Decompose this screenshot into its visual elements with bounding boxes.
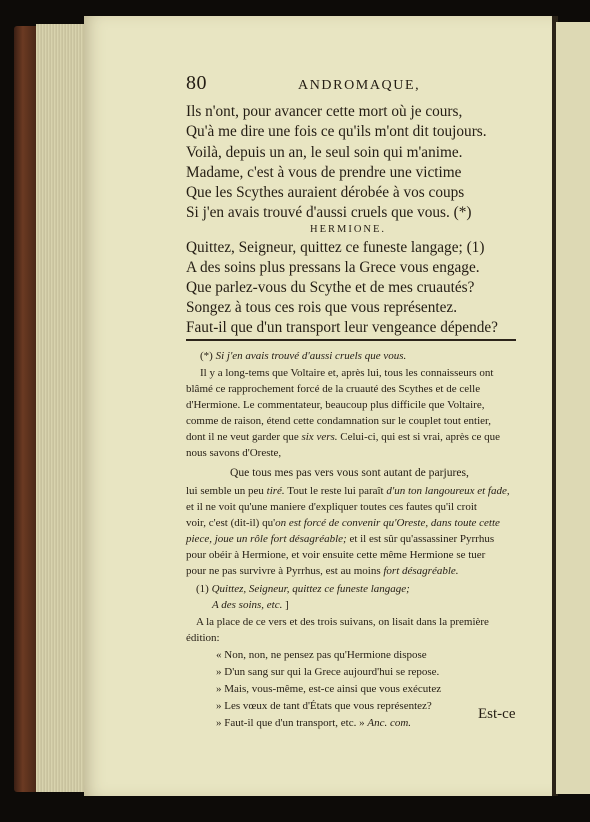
verse-line: Si j'en avais trouvé d'aussi cruels que vous. (*) — [186, 204, 472, 221]
page-number: 80 — [186, 72, 207, 94]
verse-line: Madame, c'est à vous de prendre une victime — [186, 164, 462, 181]
speaker-name: HERMIONE. — [310, 224, 387, 235]
note-line: A la place de ce vers et des trois suivans, on lisait dans la première — [196, 616, 489, 628]
note-line: pour ne pas survivre à Pyrrhus, est au moins fort désagréable. — [186, 565, 459, 577]
old-verse-line: » Les vœux de tant d'États que vous représentez? — [216, 700, 432, 712]
note-line: nous savons d'Oreste, — [186, 447, 282, 459]
note-line: d'Hermione. Le commentateur, beaucoup plus difficile que Voltaire, — [186, 399, 485, 411]
verse-line: Que les Scythes auraient dérobée à vos coups — [186, 184, 465, 201]
note-line: piece, joue un rôle fort désagréable; et il est sûr qu'assassiner Pyrrhus — [186, 533, 495, 545]
note-line: voir, c'est (dit-il) qu'on est forcé de convenir qu'Oreste, dans toute cette — [186, 517, 500, 529]
old-verse-line: » Faut-il que d'un transport, etc. » Anc. com. — [216, 717, 412, 729]
footnote-rule — [186, 339, 516, 341]
lemma-text: Quittez, Seigneur, quittez ce funeste langage; — [211, 583, 410, 595]
old-verse-line: « Non, non, ne pensez pas qu'Hermione dispose — [216, 649, 427, 661]
verse-line: Que parlez-vous du Scythe et de mes cruautés? — [186, 279, 475, 296]
note-line: comme de raison, étend cette condamnation sur le couplet tout entier, — [186, 415, 492, 427]
verse-line: Quittez, Seigneur, quittez ce funeste langage; (1) — [186, 239, 485, 256]
note-line: lui semble un peu tiré. Tout le reste lui paraît d'un ton langoureux et fade, — [186, 485, 510, 497]
note-line: blâmé ce rapprochement forcé de la cruauté des Scythes et de celle — [186, 383, 481, 395]
footnote-lemma — [196, 584, 410, 595]
catchword: Est-ce — [478, 706, 516, 722]
old-verse-line: » Mais, vous-même, est-ce ainsi que vous exécutez — [216, 683, 442, 695]
note-line: Il y a long-tems que Voltaire et, après lui, tous les connaisseurs ont — [200, 367, 494, 379]
note-line: et il ne voit qu'une maniere d'expliquer toutes ces fautes qu'il croit — [186, 501, 477, 513]
note-line: dont il ne veut garder que six vers. Celui-ci, qui est si vrai, après ce que — [186, 431, 501, 443]
note-line: A des soins, etc. ] — [212, 599, 289, 611]
note-line: édition: — [186, 632, 220, 644]
verse-line: Faut-il que d'un transport leur vengeance dépende? — [186, 319, 498, 336]
quoted-verse: Que tous mes pas vers vous sont autant de parjures, — [230, 466, 469, 479]
page-edges — [36, 24, 84, 792]
footnote-lemma — [200, 351, 406, 362]
running-title: ANDROMAQUE, — [298, 78, 421, 93]
book-spine — [14, 26, 36, 792]
verse-line: Ils n'ont, pour avancer cette mort où je cours, — [186, 103, 463, 120]
verse-line: Qu'à me dire une fois ce qu'ils m'ont dit toujours. — [186, 123, 487, 140]
footnote-marker: (*) — [200, 350, 213, 362]
verse-line: Songez à tous ces rois que vous représentez. — [186, 299, 458, 316]
facing-page-edge — [556, 22, 590, 794]
old-verse-line: » D'un sang sur qui la Grece aujourd'hui se repose. — [216, 666, 440, 678]
verse-line: A des soins plus pressans la Grece vous engage. — [186, 259, 480, 276]
lemma-text: Si j'en avais trouvé d'aussi cruels que vous. — [215, 350, 407, 362]
footnote-marker: (1) — [196, 583, 209, 595]
verse-line: Voilà, depuis un an, le seul soin qui m'anime. — [186, 144, 463, 161]
note-line: pour obéir à Hermione, et voir ensuite cette même Hermione se tuer — [186, 549, 486, 561]
